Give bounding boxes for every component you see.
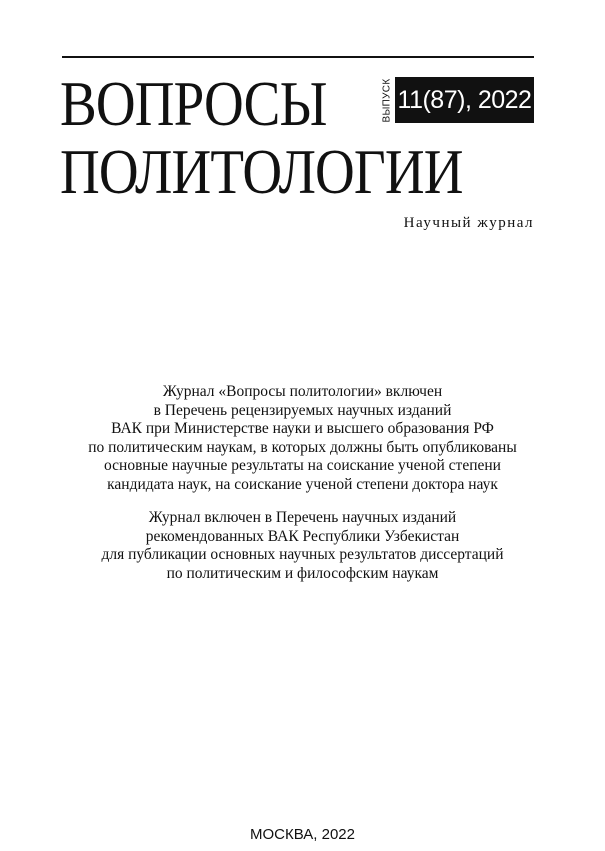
notice-line: рекомендованных ВАК Республики Узбекистан — [145, 527, 460, 545]
issue-number-badge: 11(87), 2022 — [395, 77, 534, 123]
journal-title-line-2: ПОЛИТОЛОГИИ — [60, 136, 463, 207]
notice-line: по политическим и философским наукам — [166, 564, 439, 582]
notice-line: в Перечень рецензируемых научных изданий — [153, 401, 452, 419]
notice-line: по политическим наукам, в которых должны быть опубликованы — [88, 438, 517, 456]
notice-line: для публикации основных научных результатов диссертаций — [101, 546, 504, 564]
notice-line: кандидата наук, на соискание ученой степени доктора наук — [107, 475, 498, 493]
notice-line: основные научные результаты на соискание ученой степени — [104, 457, 501, 475]
vak-uz-notice — [0, 509, 605, 583]
notice-line: Журнал «Вопросы политологии» включен — [162, 383, 443, 400]
publication-place-year: МОСКВА, 2022 — [250, 826, 355, 843]
journal-subtitle: Научный журнал — [403, 215, 534, 231]
issue-label — [379, 76, 395, 124]
vak-rf-notice — [0, 383, 605, 495]
issue-label-text: ВЫПУСК — [381, 78, 393, 122]
top-rule — [62, 56, 534, 58]
notice-line: Журнал включен в Перечень научных изданий — [148, 509, 457, 526]
notice-line: ВАК при Министерстве науки и высшего образования РФ — [111, 420, 494, 438]
journal-title-line-1: ВОПРОСЫ — [60, 68, 327, 139]
